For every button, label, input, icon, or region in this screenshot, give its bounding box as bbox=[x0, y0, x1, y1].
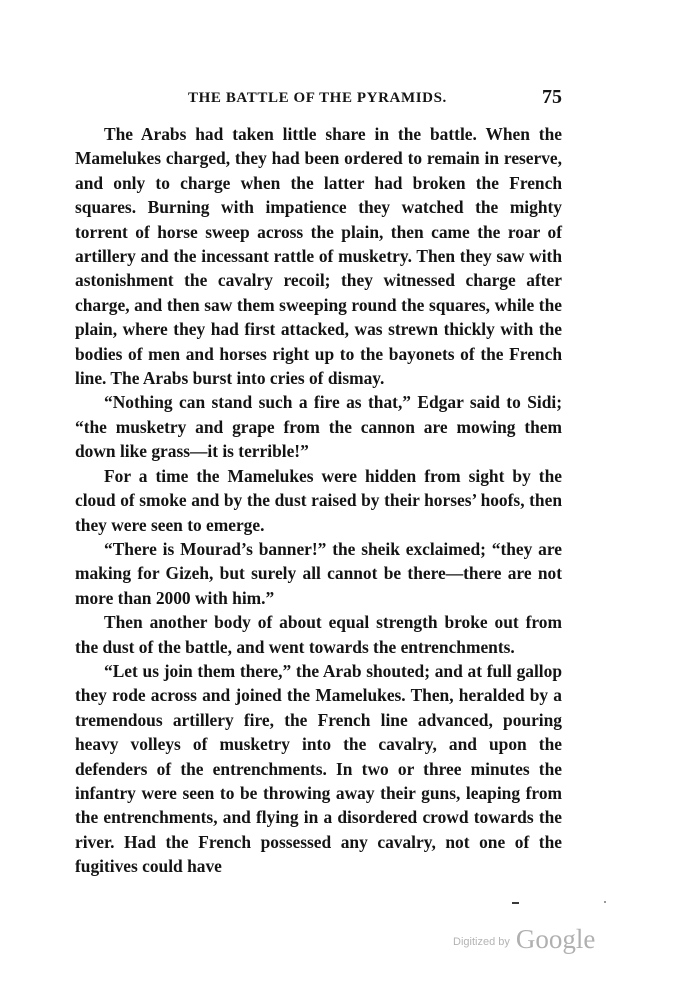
paragraph: “Nothing can stand such a fire as that,” Edgar said to Sidi; “the musketry and grape from the cannon are mowing them down like grass—it is terrible!” bbox=[75, 392, 562, 462]
page-number: 75 bbox=[542, 86, 562, 108]
paragraph: For a time the Mamelukes were hidden from sight by the cloud of smoke and by the dust raised by their horses’ hoofs, then they were seen to emerge. bbox=[75, 465, 562, 535]
paragraph: Then another body of about equal strength broke out from the dust of the battle, and went towards the entrenchments. bbox=[75, 612, 562, 657]
paragraph: “Let us join them there,” the Arab shouted; and at full gallop they rode across and joined the Mamelukes. Then, heralded by a tremendous artillery fire, the French line advanced, pouring heavy volleys of musketry into the cavalry, and upon the defenders of the entrenchments. In two or three minutes the infantry were seen to be throwing away their guns, leaping from the entrenchments, and flying in a disordered crowd towards the river. Had the French possessed any cavalry, not one of the fugitives could have bbox=[75, 660, 562, 877]
paragraph: The Arabs had taken little share in the battle. When the Mamelukes charged, they had been ordered to remain in reserve, and only to charge when the latter had broken the French squares. Burning with impatience they watched the mighty torrent of horse sweep across the plain, then came the roar of artillery and the incessant rattle of musketry. Then they saw with astonishment the cavalry recoil; they witnessed charge after charge, and then saw them sweeping round the squares, while the plain, where they had first attacked, was strewn thickly with the bodies of men and horses right up to the bayonets of the French line. The Arabs burst into cries of dismay. bbox=[75, 124, 562, 389]
google-logo: Google bbox=[515, 924, 596, 954]
ink-speck bbox=[512, 902, 519, 904]
digitized-by-label: Digitized by bbox=[453, 936, 510, 948]
digitized-watermark bbox=[453, 924, 595, 955]
running-head: THE BATTLE OF THE PYRAMIDS. bbox=[188, 90, 447, 106]
paragraph: “There is Mourad’s banner!” the sheik exclaimed; “they are making for Gizeh, but surely all cannot be there—there are not more than 2000 with him.” bbox=[75, 538, 562, 608]
body-text bbox=[75, 122, 562, 879]
ink-speck bbox=[604, 901, 606, 903]
page-header bbox=[75, 86, 562, 112]
